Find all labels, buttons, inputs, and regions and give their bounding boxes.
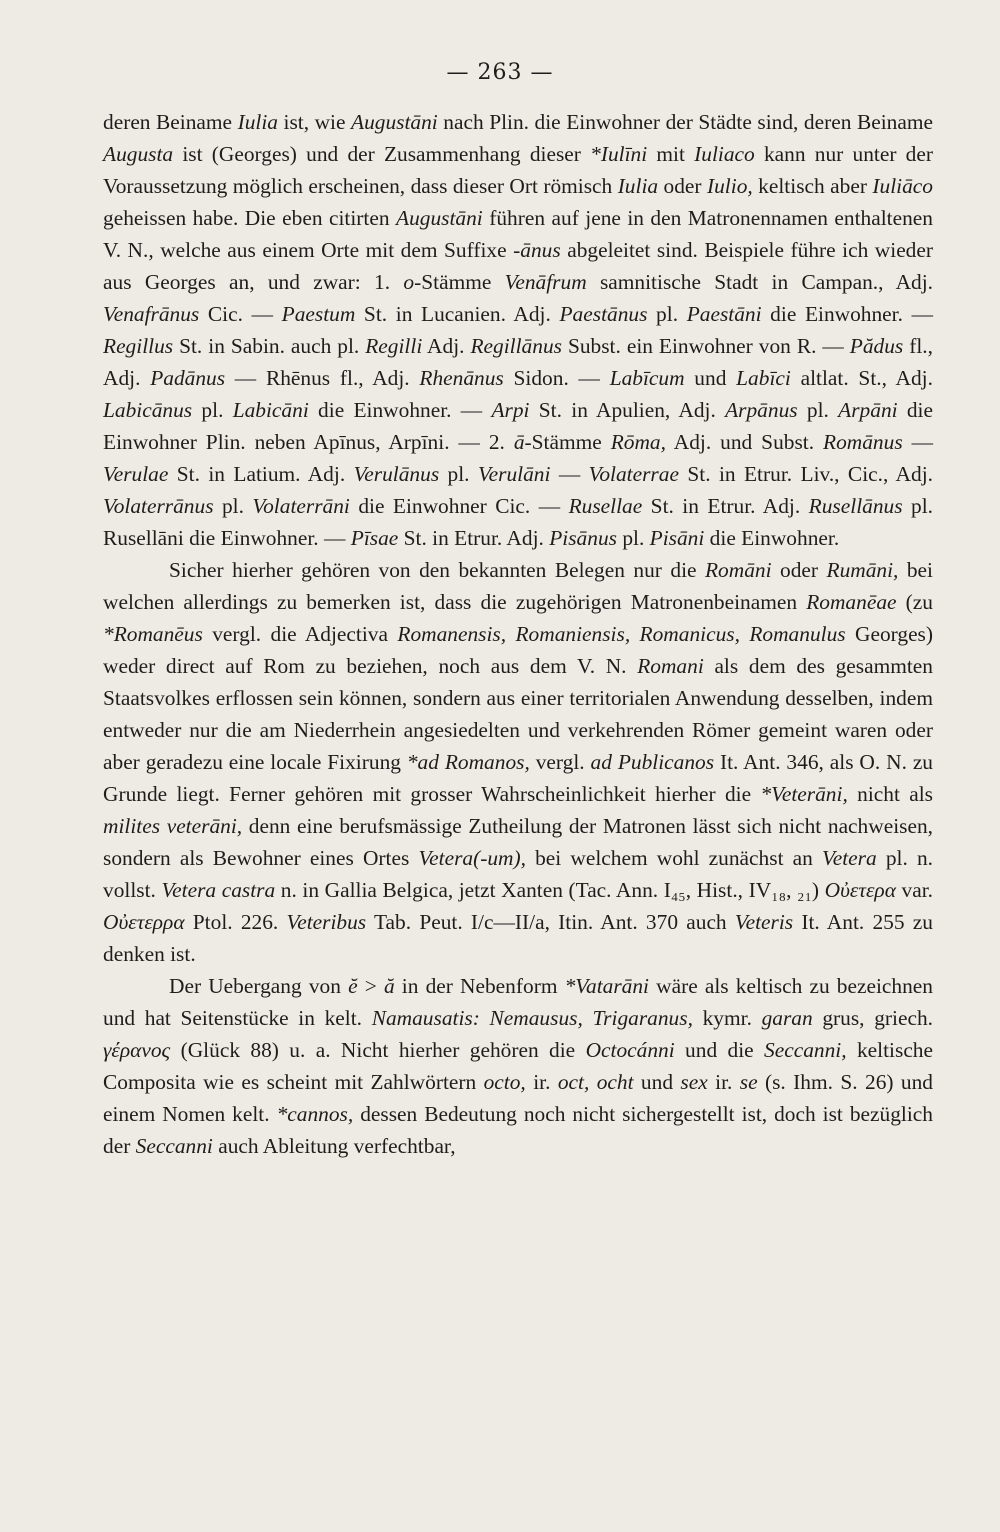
text-run: Adj. und Subst. <box>665 430 824 454</box>
italic-term: Regillānus <box>470 334 562 358</box>
italic-term: *Vatarāni <box>564 974 649 998</box>
italic-term: Paestum <box>281 302 356 326</box>
text-run: -Stämme <box>524 430 611 454</box>
italic-term: Labicāni <box>232 398 309 422</box>
text-run: und die <box>674 1038 765 1062</box>
italic-term: Venafrānus <box>103 302 200 326</box>
italic-term: Rusellānus <box>808 494 903 518</box>
italic-term: Paestāni <box>686 302 762 326</box>
italic-term: milites veterāni, <box>103 814 243 838</box>
text-run: abgeleitet sind. Beispiele führe ich wieder aus Georges an, und zwar: 1. <box>103 238 933 294</box>
text-run: samnitische Stadt in Campan., Adj. <box>586 270 934 294</box>
text-run: grus, griech. <box>812 1006 933 1030</box>
text-run: — <box>902 430 933 454</box>
italic-term: Romanēae <box>806 590 897 614</box>
italic-term: Labīci <box>736 366 791 390</box>
text-run: pl. <box>616 526 650 550</box>
italic-term: Arpi <box>491 398 530 422</box>
text-run: geheissen habe. Die eben citirten <box>103 206 396 230</box>
italic-term: oct, ocht <box>557 1070 634 1094</box>
text-run: wäre als keltisch zu bezeichnen und hat Seitenstücke in kelt. <box>103 974 933 1030</box>
italic-term: Venāfrum <box>504 270 587 294</box>
text-run: ir. <box>707 1070 740 1094</box>
text-run: vergl. die Adjectiva <box>202 622 398 646</box>
text-run: nicht als <box>847 782 933 806</box>
text-run: ist, wie <box>277 110 351 134</box>
italic-term: Iulio, <box>706 174 753 198</box>
italic-term: ad Publicanos <box>590 750 715 774</box>
text-run: oder <box>658 174 707 198</box>
italic-term: Verulāni <box>477 462 551 486</box>
text-run: — Rhēnus fl., Adj. <box>225 366 420 390</box>
text-run: pl. <box>439 462 478 486</box>
italic-term: Veteris <box>734 910 794 934</box>
italic-term: *ad Romanos, <box>406 750 530 774</box>
text-run: Tab. Peut. I/c—II/a, Itin. Ant. 370 auch <box>366 910 735 934</box>
italic-term: Augustāni <box>351 110 438 134</box>
italic-term: ă <box>383 974 395 998</box>
text-run: — <box>550 462 589 486</box>
italic-term: *Veterāni, <box>760 782 848 806</box>
text-run: ir. <box>525 1070 558 1094</box>
text-run: It. Ant. 255 zu denken ist. <box>103 910 933 966</box>
text-run: bei welchem wohl zunächst an <box>525 846 823 870</box>
text-run: Georges) weder direct auf Rom zu beziehen, noch aus dem V. N. <box>103 622 934 678</box>
text-run: > <box>357 974 384 998</box>
italic-term: Namausatis: Nemausus, Trigaranus, <box>371 1006 693 1030</box>
italic-term: Iuliaco <box>694 142 755 166</box>
text-run: und <box>684 366 737 390</box>
italic-term: Iuliāco <box>872 174 933 198</box>
italic-term: garan <box>761 1006 813 1030</box>
paragraph-3 <box>103 970 933 1162</box>
italic-term: ā <box>513 430 525 454</box>
italic-term: Paestānus <box>559 302 648 326</box>
italic-term: Veteribus <box>286 910 367 934</box>
italic-term: Augustāni <box>396 206 483 230</box>
italic-term: Seccanni, <box>764 1038 847 1062</box>
italic-term: o <box>403 270 415 294</box>
text-run: die Einwohner. — <box>761 302 933 326</box>
text-run: pl. <box>213 494 253 518</box>
text-run: deren Beiname <box>103 110 238 134</box>
paragraph-1 <box>103 106 933 554</box>
text-run: altlat. St., Adj. <box>790 366 933 390</box>
text-run: kymr. <box>692 1006 762 1030</box>
text-run: in der Nebenform <box>394 974 565 998</box>
paragraph-2 <box>103 554 933 970</box>
italic-term: Regillus <box>103 334 174 358</box>
italic-term: Octocánni <box>585 1038 675 1062</box>
italic-term: Vetera(-um), <box>418 846 526 870</box>
text-body <box>103 106 933 1162</box>
text-run: pl. <box>797 398 839 422</box>
text-run: oder <box>771 558 827 582</box>
text-run: Adj. <box>422 334 471 358</box>
text-run: Ptol. 226. <box>184 910 287 934</box>
italic-term: Rumāni, <box>826 558 899 582</box>
italic-term: Romāni <box>704 558 772 582</box>
text-run: It. Ant. 346, als O. N. zu Grunde liegt. Ferner gehören mit grosser Wahrscheinlichkeit hierher die <box>103 750 934 806</box>
italic-term: Οὐετερρα <box>103 910 185 934</box>
italic-term: Seccanni <box>135 1134 213 1158</box>
text-run: denn eine berufsmässige Zutheilung der Matronen lässt sich nicht nachweisen, sondern als Bewohner eines Ortes <box>103 814 933 870</box>
italic-term: Rusellae <box>568 494 643 518</box>
text-run: keltisch aber <box>752 174 873 198</box>
text-run: die Einwohner. <box>704 526 840 550</box>
text-run: Sidon. — <box>503 366 610 390</box>
text-run: bei welchen allerdings zu bemerken ist, dass die zugehörigen Matronenbeinamen <box>103 558 933 614</box>
italic-term: octo, <box>483 1070 526 1094</box>
italic-term: Οὐετερα <box>824 878 896 902</box>
italic-term: Rōma, <box>610 430 666 454</box>
italic-term: Volaterrānus <box>103 494 214 518</box>
text-run: (zu <box>896 590 933 614</box>
italic-term: Arpānus <box>725 398 798 422</box>
italic-term: Pisāni <box>649 526 705 550</box>
italic-term: Romanensis, Romaniensis, Romanicus, Romanulus <box>397 622 846 646</box>
text-run: mit <box>647 142 695 166</box>
text-run: die Einwohner. — <box>308 398 492 422</box>
italic-term: Verulānus <box>353 462 440 486</box>
text-run: Subst. ein Einwohner von R. — <box>561 334 850 358</box>
italic-term: Romānus <box>823 430 903 454</box>
text-run: var. <box>895 878 934 902</box>
italic-term: Labīcum <box>609 366 685 390</box>
text-run: St. in Etrur. Liv., Cic., Adj. <box>678 462 933 486</box>
text-run: fl., Adj. <box>103 334 934 390</box>
text-run: (s. Ihm. S. 26) und einem Nomen kelt. <box>103 1070 934 1126</box>
italic-term: Iulia <box>237 110 278 134</box>
italic-term: -ānus <box>513 238 561 262</box>
page-number: — 263 — <box>446 60 554 85</box>
italic-term: Padānus <box>150 366 226 390</box>
italic-term: Volaterrāni <box>252 494 350 518</box>
italic-term: Vetera castra <box>161 878 276 902</box>
text-run: kann nur unter der Voraussetzung möglich erscheinen, dass dieser Ort römisch <box>103 142 933 198</box>
text-run: St. in Apulien, Adj. <box>529 398 726 422</box>
text-run: ist (Georges) und der Zusammenhang dieser <box>173 142 591 166</box>
text-run: pl. Rusellāni die Einwohner. — <box>103 494 933 550</box>
text-run: nach Plin. die Einwohner der Städte sind, deren Beiname <box>437 110 933 134</box>
text-run: pl. <box>192 398 233 422</box>
text-run: pl. <box>647 302 687 326</box>
text-run: Cic. — <box>199 302 282 326</box>
italic-term: Augusta <box>103 142 174 166</box>
italic-term: Vetera <box>822 846 877 870</box>
italic-term: Pisānus <box>549 526 617 550</box>
italic-term: se <box>739 1070 758 1094</box>
text-run: -Stämme <box>414 270 505 294</box>
italic-term: Pădus <box>849 334 904 358</box>
text-run: St. in Etrur. Adj. <box>398 526 550 550</box>
text-run: St. in Etrur. Adj. <box>642 494 809 518</box>
italic-term: Rhenānus <box>419 366 504 390</box>
text-run: dessen Bedeutung noch nicht sichergestellt ist, doch ist bezüglich der <box>103 1102 933 1158</box>
italic-term: Pīsae <box>350 526 399 550</box>
text-run: Der Uebergang von <box>169 974 349 998</box>
italic-term: Volaterrae <box>588 462 679 486</box>
text-run: auch Ableitung verfechtbar, <box>212 1134 456 1158</box>
text-run: die Einwohner Cic. — <box>349 494 569 518</box>
text-run: (Glück 88) u. a. Nicht hierher gehören die <box>170 1038 586 1062</box>
italic-term: *cannos, <box>276 1102 354 1126</box>
text-run: pl. n. vollst. <box>103 846 934 902</box>
italic-term: Iulia <box>617 174 659 198</box>
italic-term: ĕ <box>348 974 358 998</box>
text-run: St. in Lucanien. Adj. <box>355 302 560 326</box>
text-run: vergl. <box>529 750 591 774</box>
italic-term: γέρανος <box>103 1038 171 1062</box>
italic-term: *Romanēus <box>103 622 203 646</box>
italic-term: Regilli <box>365 334 423 358</box>
italic-term: *Iulīni <box>590 142 648 166</box>
italic-term: Arpāni <box>838 398 898 422</box>
text-run: als dem des gesammten Staatsvolkes erflossen sein können, sondern aus einer territorialen Anwendung desselben, indem entweder nur die am Niederrhein angesiedelten und verkehrenden Römer gemeint waren oder aber geradezu eine locale Fixirung <box>103 654 933 774</box>
text-run: Sicher hierher gehören von den bekannten Belegen nur die <box>169 558 705 582</box>
italic-term: Labicānus <box>103 398 193 422</box>
text-run: und <box>633 1070 681 1094</box>
text-run: keltische Composita wie es scheint mit Zahlwörtern <box>103 1038 933 1094</box>
italic-term: Verulae <box>103 462 169 486</box>
italic-term: sex <box>680 1070 708 1094</box>
text-run: n. in Gallia Belgica, jetzt Xanten (Tac. Ann. I₄₅, Hist., IV₁₈, ₂₁) <box>275 878 825 902</box>
text-run: St. in Latium. Adj. <box>168 462 354 486</box>
text-run: die Einwohner Plin. neben Apīnus, Arpīni. — 2. <box>103 398 933 454</box>
text-run: führen auf jene in den Matronennamen enthaltenen V. N., welche aus einem Orte mit dem Suffixe <box>103 206 933 262</box>
italic-term: Romani <box>637 654 704 678</box>
text-run: St. in Sabin. auch pl. <box>173 334 366 358</box>
